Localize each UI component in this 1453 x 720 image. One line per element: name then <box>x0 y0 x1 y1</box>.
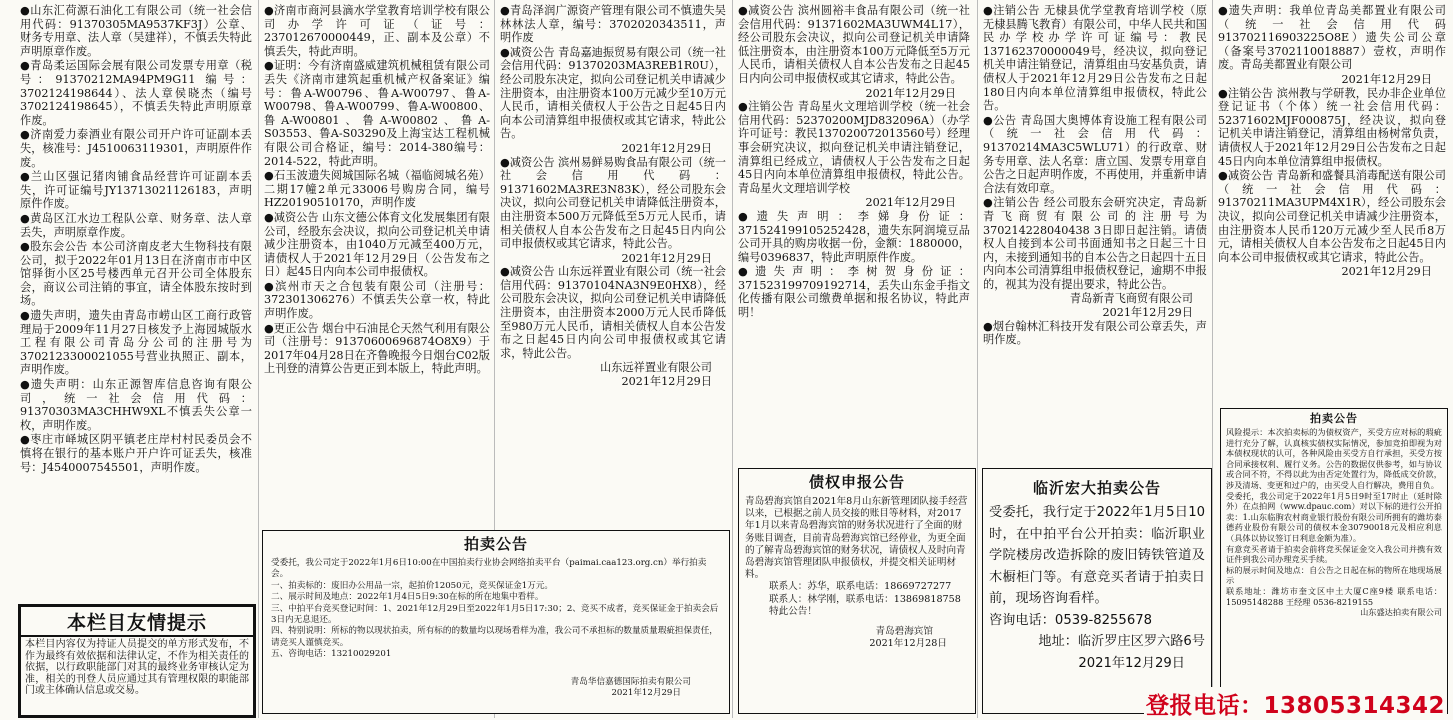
notice: ●遗失声明：李树贺身份证：371523199709192714，丢失山东金手指文化传播有限公司缴费单据和报名协议，特此声明！ <box>738 265 970 320</box>
notice: ●枣庄市峄城区阴平镇老庄岸村村民委员会不慎将在银行的基本账户开户许可证丢失，核准号：J4540007545501，声明作废。 <box>20 433 252 474</box>
linyi-auction-address: 地址：临沂罗庄区罗六路6号 <box>1038 634 1205 649</box>
notice: ●注销公告 经公司股东会研究决定，青岛新青飞商贸有限公司的注册号为370214228040438 3日即日起注销。请债权人自接到本公司书面通知书之日起三十日内，未接到通知书的自本公告之日起四十五日内向本公司清算组申报债权登记，逾期不申报的，视其为没有提出要求，特此公告。 <box>983 196 1207 291</box>
notice: ●青岛泽润广源资产管理有限公司不慎遗失吴林林法人章，编号：3702020343511，声明作废 <box>500 4 726 45</box>
notice-date: 2021年12月29日 <box>621 251 712 265</box>
notice: ●注销公告 滨州教与学研教，民办非企业单位登记证书（个体）统一社会信用代码：52371602MJF000875J，经决议，拟向登记机关申请注销登记，清算组由杨树常负责，请债权人于2021年12月29日公告发布之日起45日内向本单位清算组申报债权。 <box>1218 86 1446 168</box>
notice-date: 2021年12月29日 <box>865 196 956 210</box>
notice: ●遗失声明，遗失由青岛市崂山区工商行政管理局于2009年11月27日核发予上海园城版水工程有限公司青岛分公司的注册号为3702123300021055号营业执照正、副本，声明作废。 <box>20 309 252 377</box>
claims-title: 债权申报公告 <box>808 473 905 491</box>
notice: ●遗失声明：李娣身份证：371524199105252428，遗失东阿润境豆品公司开具的购房收据一份，金额：1880000，编号0396837，特此声明原件作废。 <box>738 209 970 264</box>
notice-date: 2021年12月29日 <box>621 375 712 389</box>
auction-date: 2021年12月29日 <box>611 688 681 699</box>
notice: ●兰山区强记猪肉铺食品经营许可证副本丢失，许可证编号JY13713021126183，声明原件作废。 <box>20 170 252 211</box>
auction-line: 三、中拍平台竞买登记时间：1、2021年12月29日至2022年1月5日17:30；2、竞买不成者，竞买保证金于拍卖会后3日内无息退还。 <box>271 603 719 626</box>
notice: ●减资公告 滨州易鲜易购食品有限公司（统一社会信用代码：91371602MA3RE3N83K），经公司股东会决议，拟向公司登记机关申请降低注册资本，由注册资本500万元降低至5万元人民币，请相关债权人自本公告发布之日起45日内向公司申报债权或其它请求，特此公告。 <box>500 155 726 251</box>
notice: ●证明：今有济南盛威建筑机械租赁有限公司丢失《济南市建筑起重机械产权备案证》编号：鲁A-W00796、鲁A-W00797、鲁A-W00798、鲁A-W00799、鲁A-W00800、鲁A-W00801、鲁A-W00802、鲁A-S03553、鲁A-S03290及上海宝达工程机械有限公司合格证，编号：2014-380编号：2014-522，特此声明。 <box>264 59 490 168</box>
notice-signoff: 青岛新青飞商贸有限公司 <box>1069 292 1193 306</box>
warning-title: 本栏目友情提示 <box>21 608 253 637</box>
auction-line: 一、拍卖标的：废旧办公用品一宗，起拍价12050元，竞买保证金1万元。 <box>271 580 554 591</box>
auction-notice-huaxin <box>262 530 730 714</box>
column-3 <box>500 4 726 526</box>
claims-contact: 联系人：林学刚，联系电话：13869818758 <box>769 593 961 605</box>
auction-line: 四、特别说明：所标的物以现状拍卖，所有标的的数量均以现场看样为准，我公司不承担标的数量质量瑕疵担保责任，请竞买人谨慎竞买。 <box>271 626 718 648</box>
shengda-contact: 联系地址：潍坊市奎文区中土大厦C座9楼 联系电话：15095148288 王经理 0536-8219155 <box>1226 585 1442 607</box>
shengda-note: 有意竞买者请于拍卖会前将竞买保证金交入我公司并携有效证件到我公司办理竞买手续。 <box>1226 543 1442 565</box>
notice: ●股东会公告 本公司济南皮老大生物科技有限公司，拟于2022年01月13日在济南市市中区馆驿街小区25号楼西单元召开公司全体股东会，商议公司注销的事宜，请全体股东按时到场。 <box>20 240 252 308</box>
shengda-risk: 风险提示：本次拍卖标的为债权资产，买受方应对标的瑕疵进行充分了解，认真核实债权实际情况，参加竞拍即视为对本债权现状的认可，各种风险由买受方自行承担，买受方按合同承接权利、履行义务。公告的数据仅供参考，如与协议或合同不符，不得以此为由否定处置行为，降低成交价款，涉及清场、变更和过户的，由买受人自行解决，费用自负。 <box>1226 427 1442 490</box>
notice: ●遗失声明：山东正源智库信息咨询有限公司，统一社会信用代码：91370303MA3CHHW9XL不慎丢失公章一枚，声明作废。 <box>20 378 252 432</box>
column-2 <box>264 4 490 526</box>
claims-body: 青岛碧海宾馆自2021年8月山东新管理团队接手经营以来，已根据之前人员交接的账目等材料，对2017年1月以来青岛碧海宾馆的财务状况进行了全面的财务账目调查，目前青岛碧海宾馆已经停业，为更全面的了解青岛碧海宾馆的财务状况，请债权人及时向青岛碧海宾馆管理团队申报债权，并提交相关证明材料。 <box>745 496 968 581</box>
shengda-body: 受委托，我公司定于2022年1月5日9时至17时止（延时除外）在点拍网（www.dpauc.com）对以下标的进行公开拍卖：1.山东临朐农村商业银行股份有限公司所拥有的潍坊泰德药业股份有限公司的债权本金30790018元及相应利息（具体以协议签订日利息金额为准）。 <box>1226 490 1442 543</box>
notice: ●更正公告 烟台中石油昆仑天然气利用有限公司（注册号：91370600696874O8X9）于2017年04月28日在齐鲁晚报今日烟台C02版上刊登的清算公告更正到本版上，特此声明。 <box>264 321 490 376</box>
auction-signoff: 青岛华信嘉德国际拍卖有限公司 <box>570 676 691 687</box>
warning-body: 本栏目内容仅为持证人员提交的单方形式发布，不作为最终有效依据和法律认定，不作为相关责任的依据，以行政职能部门对其的最终业务审核认定为准，相关的刊登人员应通过其有管理权限的职能部门或主体确认信息或交易。 <box>25 639 249 697</box>
notice: ●遗失声明：我单位青岛美都置业有限公司（统一社会信用代码913702116903225O8E）遗失公司公章（备案号3702110018887）壹枚，声明作废。青岛美都置业有限公司 <box>1218 4 1446 72</box>
notice: ●石玉波遗失阅城国际名城（福临阅城名苑）二期17幢2单元33006号购房合同，编号HZ20190510170，声明作废 <box>264 169 490 210</box>
column-5 <box>983 4 1207 466</box>
notice: ●减资公告 青岛嘉迪振贸易有限公司（统一社会信用代码：91370203MA3REB1R0U），经公司股东决定，拟向公司登记机关申请减少注册资本，由注册资本100万元减少至10万元人民币，请相关债权人于公告之日起45日内向本公司清算组申报债权或其它请求，特此公告。 <box>500 45 726 141</box>
notice-date: 2021年12月29日 <box>1341 265 1432 279</box>
auction-title: 拍卖公告 <box>463 535 528 553</box>
shengda-signoff: 山东盛达拍卖有限公司 <box>1360 607 1442 618</box>
notice-date: 2021年12月29日 <box>1341 72 1432 86</box>
notice-signoff: 山东远祥置业有限公司 <box>600 361 712 375</box>
column-1 <box>20 4 252 598</box>
notice: ●注销公告 青岛星火文理培训学校（统一社会信用代码：52370200MJD832096A）（办学许可证号：教民137020072013560号）经理事会研究决议，拟向登记机关申请注销登记，清算组已经成立，请债权人于公告发布之日起45日内向本单位清算组申报债权，特此公告。青岛星火文理培训学校 <box>738 100 970 195</box>
notice: ●山东汇荷源石油化工有限公司（统一社会信用代码：91370305MA9537KF3J）公章、财务专用章、法人章（吴建祥），不慎丢失特此声明原章作废。 <box>20 4 252 58</box>
linyi-auction-phone: 咨询电话：0539-8255678 <box>989 612 1152 628</box>
notice: ●注销公告 无棣县优学堂教育培训学校（原无棣县腾飞教育）有限公司，中华人民共和国民办学校办学许可证编号：教民137162370000049号，经决议，拟向登记机关申请注销登记，清算组由马安基负责，请债权人于2021年12月29日公告发布之日起180日内向本单位清算组申报债权，特此公告。 <box>983 4 1207 113</box>
notice: ●黄岛区江水边工程队公章、财务章、法人章丢失，声明原章作废。 <box>20 211 252 239</box>
notice: ●减资公告 青岛新和盛餐具消毒配送有限公司（统一社会信用代码：91370211MA3UPM4X1R），经公司股东会决议，拟向公司登记机关申请减少注册资本，由注册资本人民币120万元减少至人民币8万元，请相关债权人自本公告发布之日起45日内向本公司申报债权或其它请求，特此公告。 <box>1218 169 1446 264</box>
auction-line: 二、展示时间及地点：2022年1月4日5日9:30在标的所在地集中看样。 <box>271 592 544 603</box>
notice: ●青岛柔运国际会展有限公司发票专用章（税号：91370212MA94PM9G11 编号：3702124198644）、法人章侯晓杰（编号3702124198645），不慎丢失特此声明原章作废。 <box>20 59 252 127</box>
notice: ●减资公告 山东远祥置业有限公司（统一社会信用代码：91370104NA3N9E0HX8），经公司股东会决议，拟向公司登记机关申请降低注册资本，由注册资本2000万元人民币降低至980万元人民币，请相关债权人自本公告发布之日起45日内向公司申报债权或其它请求，特此公告。 <box>500 265 726 360</box>
linyi-auction-body: 受委托，我行定于2022年1月5日10时，在中拍平台公开拍卖：临沂职业学院楼房改造拆除的废旧铸铁管道及木橱柜门等。有意竞买者请于拍卖日前，现场咨询看样。 <box>989 505 1205 606</box>
claims-special: 特此公告！ <box>769 605 817 617</box>
column-4 <box>738 4 970 466</box>
notice-date: 2021年12月29日 <box>621 141 712 155</box>
notice-date: 2021年12月29日 <box>865 86 956 100</box>
claims-contact: 联系人：苏华，联系电话：18669727277 <box>769 581 952 593</box>
shengda-auction-title: 拍卖公告 <box>1310 412 1358 425</box>
column-6 <box>1218 4 1446 408</box>
auction-notice-linyi <box>982 468 1212 714</box>
notice: ●滨州市天之合包装有限公司（注册号：372301306276）不慎丢失公章一枚，特此声明作废。 <box>264 279 490 321</box>
auction-notice-shengda <box>1220 408 1448 714</box>
notice: ●济南市商河县滴水学堂教育培训学校有限公司办学许可证（证号：237012670000449，正、副本及公章）不慎丢失，特此声明。 <box>264 4 490 58</box>
auction-line: 受委托，我公司定于2022年1月6日10:00在中国拍卖行业协会网络拍卖平台（paimai.caa123.org.cn）举行拍卖会。 <box>271 558 707 580</box>
notice: ●减资公告 滨州圆裕丰食品有限公司（统一社会信用代码：91371602MA3UWM4L17），经公司股东会决议，拟向公司登记机关申请降低注册资本，由注册资本100万元降低至5万元人民币，请相关债权人自本公告发布之日起45日内向公司申报债权或其它请求，特此公告。 <box>738 4 970 85</box>
ad-hotline: 登报电话：13805314342 <box>1144 687 1447 720</box>
notice: ●烟台翰林汇科技开发有限公司公章丢失，声明作废。 <box>983 319 1207 347</box>
editorial-warning-box <box>18 604 256 718</box>
auction-line: 五、咨询电话：13210029201 <box>271 649 392 660</box>
claims-notice <box>738 468 976 714</box>
notice: ●公告 青岛国大奥博体育设施工程有限公司（统一社会信用代码：91370214MA3C5WLU71）的行政章、财务专用章、法人名章：唐立国、发票专用章自公告之日起声明作废，不再使用，并重新申请合法有效印章。 <box>983 113 1207 195</box>
auction-body <box>271 558 721 699</box>
claims-date: 2021年12月28日 <box>869 638 947 650</box>
notice-date: 2021年12月29日 <box>1102 306 1193 320</box>
claims-signoff: 青岛碧海宾馆 <box>875 626 933 638</box>
linyi-auction-date: 2021年12月29日 <box>1078 655 1185 671</box>
notice: ●减资公告 山东文德公体育文化发展集团有限公司，经股东会决议，拟向公司登记机关申请减少注册资本，由1040万元减至400万元，请债权人于2021年12月29日（公告发布之日）起45日内向本公司申报债权。 <box>264 210 490 279</box>
shengda-note: 标的展示时间及地点：自公告之日起在标的物所在地现场展示 <box>1226 564 1442 586</box>
notice: ●济南爱力泰酒业有限公司开户许可证副本丢失，核准号：J4510063119301，声明原件作废。 <box>20 128 252 169</box>
linyi-auction-title: 临沂宏大拍卖公告 <box>1032 479 1161 497</box>
